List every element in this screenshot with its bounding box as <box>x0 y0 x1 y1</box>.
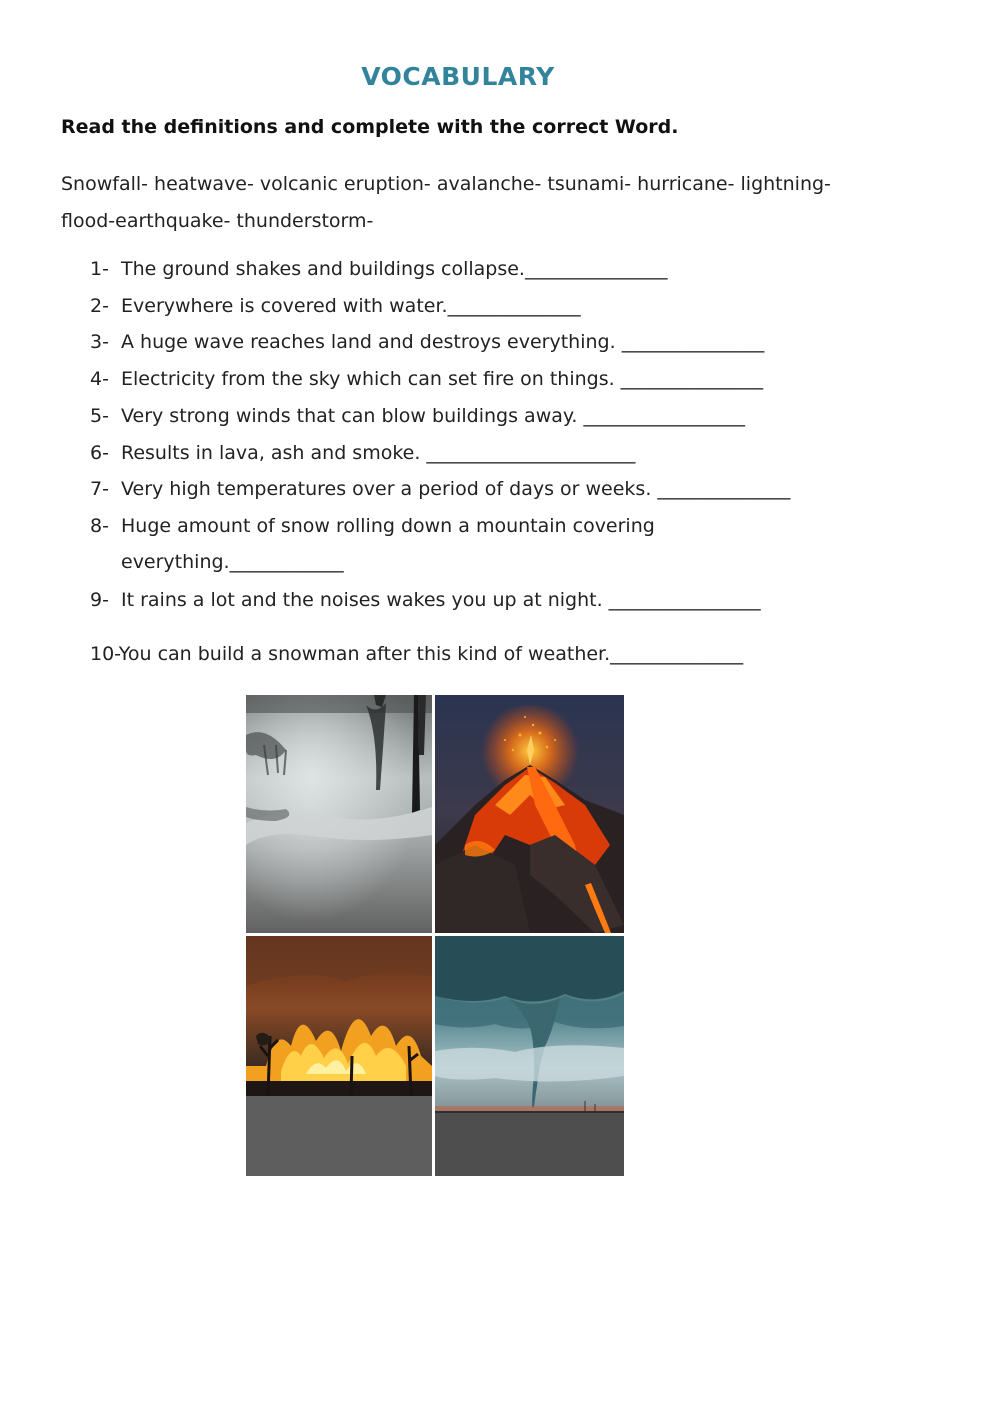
question-4 <box>90 368 763 390</box>
question-text: Very strong winds that can blow buildings away. _________________ <box>121 405 745 427</box>
word-bank-line-2: flood-earthquake- thunderstorm- <box>61 210 374 232</box>
question-text: Electricity from the sky which can set fire on things. _______________ <box>121 368 764 390</box>
wildfire-photo <box>246 936 432 1176</box>
worksheet-title: VOCABULARY <box>361 62 555 91</box>
question-3 <box>90 331 764 353</box>
question-number: 1- <box>90 258 109 280</box>
question-text: Very high temperatures over a period of days or weeks. ______________ <box>121 478 791 500</box>
question-text: You can build a snowman after this kind of weather.______________ <box>118 643 744 665</box>
question-text: Everywhere is covered with water.______________ <box>121 295 581 317</box>
question-text: Results in lava, ash and smoke. ______________________ <box>121 442 636 464</box>
question-5 <box>90 405 745 427</box>
question-number: 5- <box>90 405 109 427</box>
question-number: 10- <box>90 643 119 665</box>
word-bank <box>61 166 921 240</box>
question-number: 7- <box>90 478 109 500</box>
snowstorm-photo <box>246 695 432 933</box>
question-number: 8- <box>90 515 109 537</box>
question-2 <box>90 295 581 317</box>
question-number: 2- <box>90 295 109 317</box>
question-number: 6- <box>90 442 109 464</box>
question-text-continued: everything.____________ <box>121 551 344 573</box>
question-8 <box>90 515 655 573</box>
question-number: 9- <box>90 589 109 611</box>
question-text: The ground shakes and buildings collapse._______________ <box>121 258 668 280</box>
question-text: It rains a lot and the noises wakes you up at night. ________________ <box>121 589 761 611</box>
question-7 <box>90 478 790 500</box>
question-9 <box>90 589 761 611</box>
question-text: A huge wave reaches land and destroys everything. _______________ <box>121 331 765 353</box>
question-1 <box>90 258 667 280</box>
question-number: 3- <box>90 331 109 353</box>
word-bank-line-1: Snowfall- heatwave- volcanic eruption- avalanche- tsunami- hurricane- lightning- <box>61 173 831 195</box>
volcano-photo <box>435 695 624 933</box>
question-6 <box>90 442 635 464</box>
photo-grid <box>246 695 624 1176</box>
tornado-photo <box>435 936 624 1176</box>
question-number: 4- <box>90 368 109 390</box>
question-text: Huge amount of snow rolling down a mountain covering <box>121 515 655 537</box>
instruction-text: Read the definitions and complete with the correct Word. <box>61 116 679 138</box>
question-10 <box>90 643 743 665</box>
